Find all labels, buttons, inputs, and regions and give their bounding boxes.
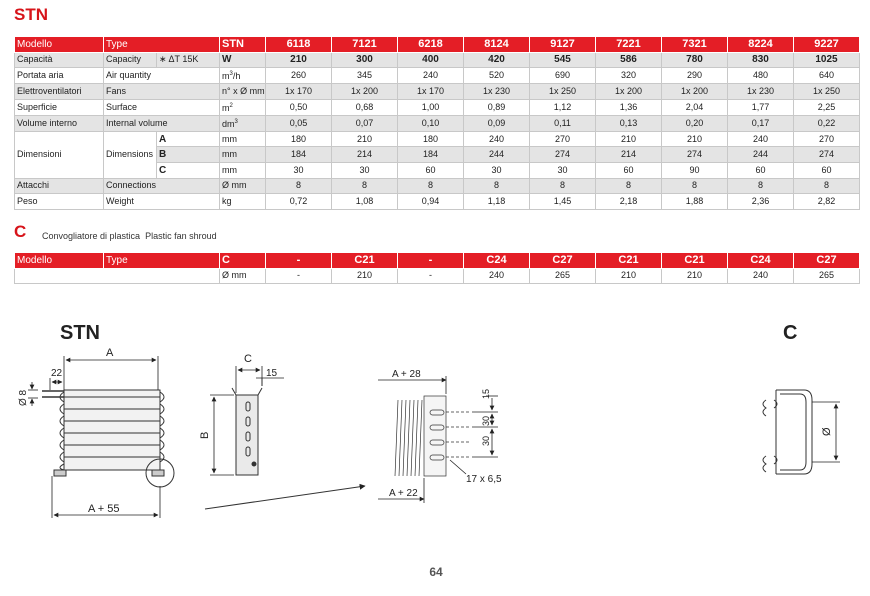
row-label-it: Volume interno bbox=[15, 115, 104, 131]
row-unit: W bbox=[220, 52, 266, 68]
table-cell: 184 bbox=[398, 147, 464, 163]
model-9127: 9127 bbox=[530, 37, 596, 53]
table-cell: 1,18 bbox=[464, 194, 530, 210]
dimension-letter: A bbox=[157, 131, 220, 147]
table-cell: 265 bbox=[794, 268, 860, 284]
row-label-en: Capacity bbox=[104, 52, 157, 68]
dim-a28-label: A + 28 bbox=[392, 369, 421, 380]
table-cell: 30 bbox=[266, 162, 332, 178]
stn-section-title: STN bbox=[14, 5, 48, 24]
c-model: - bbox=[398, 253, 464, 269]
table-cell: 244 bbox=[728, 147, 794, 163]
row-note: ∗ ΔT 15K bbox=[157, 52, 220, 68]
row-unit: Ø mm bbox=[220, 268, 266, 284]
row-unit: kg bbox=[220, 194, 266, 210]
table-cell: 2,82 bbox=[794, 194, 860, 210]
table-cell: 210 bbox=[596, 268, 662, 284]
row-unit: mm bbox=[220, 147, 266, 163]
table-cell: 274 bbox=[794, 147, 860, 163]
c-model: C27 bbox=[530, 253, 596, 269]
table-cell: 180 bbox=[266, 131, 332, 147]
table-cell: 8 bbox=[596, 178, 662, 194]
table-cell: 520 bbox=[464, 68, 530, 84]
table-cell: 8 bbox=[464, 178, 530, 194]
table-cell: 1,77 bbox=[728, 99, 794, 115]
table-cell: 274 bbox=[530, 147, 596, 163]
table-cell: 60 bbox=[596, 162, 662, 178]
table-cell: 8 bbox=[728, 178, 794, 194]
table-row bbox=[15, 84, 860, 100]
table-cell: 0,13 bbox=[596, 115, 662, 131]
table-cell: 0,50 bbox=[266, 99, 332, 115]
table-cell: 0,89 bbox=[464, 99, 530, 115]
table-row bbox=[15, 68, 860, 84]
table-cell: 1x 200 bbox=[662, 84, 728, 100]
table-cell: 1,45 bbox=[530, 194, 596, 210]
dim-15-label: 15 bbox=[266, 368, 278, 379]
table-cell: 290 bbox=[662, 68, 728, 84]
technical-drawings bbox=[0, 296, 870, 596]
table-cell: 60 bbox=[728, 162, 794, 178]
table-cell: 1,88 bbox=[662, 194, 728, 210]
coil-detail-view bbox=[395, 396, 470, 476]
table-cell: 0,94 bbox=[398, 194, 464, 210]
dim-a22-label: A + 22 bbox=[389, 488, 418, 499]
model-8124: 8124 bbox=[464, 37, 530, 53]
drawing-stn-label: STN bbox=[60, 322, 100, 344]
table-cell: 240 bbox=[728, 131, 794, 147]
table-cell: 210 bbox=[332, 268, 398, 284]
stn-spec-table bbox=[14, 36, 860, 210]
table-cell: 210 bbox=[266, 52, 332, 68]
header-model-en: Type bbox=[104, 253, 220, 269]
model-6218: 6218 bbox=[398, 37, 464, 53]
table-row bbox=[15, 268, 860, 284]
table-cell: 2,04 bbox=[662, 99, 728, 115]
header-code: C bbox=[220, 253, 266, 269]
table-cell: 184 bbox=[266, 147, 332, 163]
table-cell: 0,22 bbox=[794, 115, 860, 131]
table-cell: 1x 200 bbox=[596, 84, 662, 100]
table-row bbox=[15, 178, 860, 194]
row-label-it: Capacità bbox=[15, 52, 104, 68]
dim-phi-label: Ø bbox=[821, 427, 833, 436]
table-cell: 1,36 bbox=[596, 99, 662, 115]
dim-15b-label: 15 bbox=[481, 388, 491, 399]
table-cell: 1x 250 bbox=[794, 84, 860, 100]
table-cell: 2,18 bbox=[596, 194, 662, 210]
model-6118: 6118 bbox=[266, 37, 332, 53]
table-cell: 0,72 bbox=[266, 194, 332, 210]
table-row bbox=[15, 131, 860, 147]
dim-a55-label: A + 55 bbox=[88, 503, 120, 515]
table-cell: 180 bbox=[398, 131, 464, 147]
table-row bbox=[15, 194, 860, 210]
table-cell: 240 bbox=[464, 131, 530, 147]
row-unit: $m^3/h$ bbox=[220, 68, 266, 84]
coil-front-view bbox=[42, 390, 174, 487]
table-cell: 0,11 bbox=[530, 115, 596, 131]
row-label-it: Peso bbox=[15, 194, 104, 210]
table-cell: 244 bbox=[464, 147, 530, 163]
row-unit: mm bbox=[220, 131, 266, 147]
table-cell: 0,05 bbox=[266, 115, 332, 131]
coil-side-view bbox=[232, 388, 262, 475]
row-label-it: Attacchi bbox=[15, 178, 104, 194]
row-unit: Ø mm bbox=[220, 178, 266, 194]
row-label-en: Weight bbox=[104, 194, 220, 210]
dim-22-label: 22 bbox=[51, 368, 63, 379]
caption-en: Plastic fan shroud bbox=[145, 231, 217, 241]
table-cell: 640 bbox=[794, 68, 860, 84]
table-cell: 274 bbox=[662, 147, 728, 163]
empty-cell bbox=[15, 268, 220, 284]
table-cell: 0,20 bbox=[662, 115, 728, 131]
c-section-caption bbox=[42, 231, 217, 241]
c-model: C21 bbox=[662, 253, 728, 269]
dim-slot-label: 17 x 6,5 bbox=[466, 474, 502, 485]
c-section-title: C bbox=[14, 222, 27, 241]
table-row bbox=[15, 115, 860, 131]
table-cell: 240 bbox=[464, 268, 530, 284]
caption-it: Convogliatore di plastica bbox=[42, 231, 141, 241]
table-cell: 8 bbox=[794, 178, 860, 194]
table-cell: 210 bbox=[662, 131, 728, 147]
table-cell: 0,68 bbox=[332, 99, 398, 115]
table-cell: 2,25 bbox=[794, 99, 860, 115]
c-model: C24 bbox=[464, 253, 530, 269]
table-cell: 210 bbox=[596, 131, 662, 147]
c-spec-table bbox=[14, 252, 860, 284]
table-cell: 690 bbox=[530, 68, 596, 84]
model-7321: 7321 bbox=[662, 37, 728, 53]
row-label-en: Surface bbox=[104, 99, 220, 115]
table-cell: 545 bbox=[530, 52, 596, 68]
table-cell: 240 bbox=[398, 68, 464, 84]
table-cell: 400 bbox=[398, 52, 464, 68]
row-unit: $dm^3$ bbox=[220, 115, 266, 131]
drawing-c-label: C bbox=[783, 322, 798, 344]
dim-a-label: A bbox=[106, 347, 114, 359]
dim-phi8-label: Ø 8 bbox=[18, 389, 29, 406]
table-cell: 0,09 bbox=[464, 115, 530, 131]
table-cell: 345 bbox=[332, 68, 398, 84]
table-cell: 60 bbox=[398, 162, 464, 178]
fan-shroud-drawing bbox=[763, 390, 812, 474]
model-9227: 9227 bbox=[794, 37, 860, 53]
dim-30a-label: 30 bbox=[481, 415, 491, 426]
model-7221: 7221 bbox=[596, 37, 662, 53]
table-cell: 240 bbox=[728, 268, 794, 284]
table-cell: 780 bbox=[662, 52, 728, 68]
c-model: C24 bbox=[728, 253, 794, 269]
table-cell: 214 bbox=[596, 147, 662, 163]
row-label-it: Superficie bbox=[15, 99, 104, 115]
dimension-letter: C bbox=[157, 162, 220, 178]
table-cell: 30 bbox=[530, 162, 596, 178]
dim-30b-label: 30 bbox=[481, 435, 491, 446]
page-number: 64 bbox=[429, 565, 443, 579]
row-label-en: Air quantity bbox=[104, 68, 220, 84]
row-unit: $m^2$ bbox=[220, 99, 266, 115]
table-cell: 1x 170 bbox=[398, 84, 464, 100]
table-cell: 210 bbox=[662, 268, 728, 284]
table-cell: 270 bbox=[530, 131, 596, 147]
table-cell: 214 bbox=[332, 147, 398, 163]
dimensions-label-en: Dimensions bbox=[104, 131, 157, 178]
table-cell: 300 bbox=[332, 52, 398, 68]
table-cell: 1,00 bbox=[398, 99, 464, 115]
table-cell: 8 bbox=[332, 178, 398, 194]
table-cell: 420 bbox=[464, 52, 530, 68]
detail-arrow bbox=[205, 486, 365, 509]
table-cell: 1025 bbox=[794, 52, 860, 68]
c-model: C21 bbox=[596, 253, 662, 269]
header-model-en: Type bbox=[104, 37, 220, 53]
table-cell: 265 bbox=[530, 268, 596, 284]
table-cell: 0,07 bbox=[332, 115, 398, 131]
row-unit: mm bbox=[220, 162, 266, 178]
table-cell: 0,10 bbox=[398, 115, 464, 131]
table-cell: 1x 250 bbox=[530, 84, 596, 100]
dimension-letter: B bbox=[157, 147, 220, 163]
table-cell: - bbox=[398, 268, 464, 284]
table-cell: 1x 200 bbox=[332, 84, 398, 100]
table-cell: - bbox=[266, 268, 332, 284]
row-label-en: Internal volume bbox=[104, 115, 220, 131]
table-cell: 8 bbox=[530, 178, 596, 194]
table-cell: 830 bbox=[728, 52, 794, 68]
header-code: STN bbox=[220, 37, 266, 53]
c-model: C21 bbox=[332, 253, 398, 269]
table-cell: 480 bbox=[728, 68, 794, 84]
table-row bbox=[15, 52, 860, 68]
table-cell: 30 bbox=[464, 162, 530, 178]
table-cell: 1x 230 bbox=[464, 84, 530, 100]
table-cell: 270 bbox=[794, 131, 860, 147]
table-cell: 1x 170 bbox=[266, 84, 332, 100]
table-cell: 260 bbox=[266, 68, 332, 84]
c-model: C27 bbox=[794, 253, 860, 269]
header-model-it: Modello bbox=[15, 37, 104, 53]
c-model: - bbox=[266, 253, 332, 269]
row-label-it: Portata aria bbox=[15, 68, 104, 84]
table-cell: 320 bbox=[596, 68, 662, 84]
c-table-header bbox=[15, 253, 860, 269]
table-cell: 1,12 bbox=[530, 99, 596, 115]
table-row bbox=[15, 99, 860, 115]
table-cell: 1,08 bbox=[332, 194, 398, 210]
dim-c-label: C bbox=[244, 353, 252, 365]
model-7121: 7121 bbox=[332, 37, 398, 53]
table-cell: 30 bbox=[332, 162, 398, 178]
table-cell: 210 bbox=[332, 131, 398, 147]
model-8224: 8224 bbox=[728, 37, 794, 53]
table-cell: 1x 230 bbox=[728, 84, 794, 100]
table-cell: 90 bbox=[662, 162, 728, 178]
stn-table-header bbox=[15, 37, 860, 53]
dim-b-label: B bbox=[199, 431, 211, 439]
table-cell: 8 bbox=[266, 178, 332, 194]
table-cell: 8 bbox=[398, 178, 464, 194]
table-cell: 2,36 bbox=[728, 194, 794, 210]
table-cell: 60 bbox=[794, 162, 860, 178]
table-cell: 586 bbox=[596, 52, 662, 68]
row-label-en: Connections bbox=[104, 178, 220, 194]
row-label-en: Fans bbox=[104, 84, 220, 100]
dimensions-label-it: Dimensioni bbox=[15, 131, 104, 178]
row-label-it: Elettroventilatori bbox=[15, 84, 104, 100]
header-model-it: Modello bbox=[15, 253, 104, 269]
table-cell: 0,17 bbox=[728, 115, 794, 131]
table-cell: 8 bbox=[662, 178, 728, 194]
row-unit: n° x Ø mm bbox=[220, 84, 266, 100]
